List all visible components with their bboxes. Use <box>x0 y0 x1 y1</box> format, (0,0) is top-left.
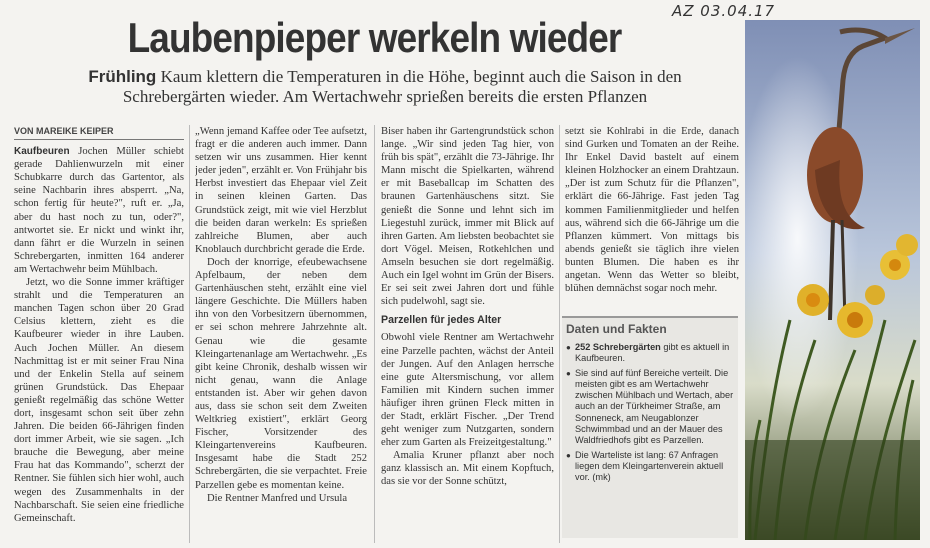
article-column-4 <box>565 125 739 310</box>
column-divider <box>189 125 190 543</box>
article-photo <box>745 20 920 540</box>
facts-box-title: Daten und Fakten <box>566 322 667 336</box>
facts-list-item <box>566 368 734 447</box>
article-paragraph: setzt sie Kohlrabi in die Erde, danach sind Gurken und Tomaten an der Reihe. Ihr Enkel David bastelt auf einem kleinen Holzhocker an einem Drahtzaun. „Der ist zum Schutz für die Pflanzen", erklärt die 66-Jährige. Fast jeden Tag kommen Familienmitglieder und helfen aus, während sich die 66-Jährige um die Pflanzen kümmert. Von mittags bis abends genießt sie täglich ihre vielen bunten Blumen. Die haben es ihr angetan. Wenn das Wetter so bleibt, blühen demnächst sogar noch mehr. <box>565 126 739 295</box>
facts-list-item <box>566 342 734 365</box>
facts-list <box>566 342 734 484</box>
article-column-3 <box>381 125 554 543</box>
handwritten-date-note: AZ 03.04.17 <box>672 2 776 20</box>
dateline: Kaufbeuren <box>14 146 70 158</box>
article-paragraph <box>14 145 184 276</box>
paragraph-text: Jochen Müller schiebt gerade Dahlienwurzeln mit einer Schubkarre durch das Gartentor, als seine Nachbarin ihres absperrt. „Na, schon fertig für heute?", ruft er. „Ja, aber du hast noch zu tun, oder?", antwortet sie. Er nickt und winkt ihr, dann fährt er die Wurzeln in seinen Schrebergarten, inmitten 164 anderer am Wertachwehr beim Mühlbach. <box>14 146 184 275</box>
subheadline <box>40 67 730 107</box>
fact-text: Die Warteliste ist lang: 67 Anfragen liegen dem Kleingartenverein aktuell vor. (mk) <box>575 449 724 483</box>
article-column-1 <box>14 125 184 543</box>
bullet-icon: ● <box>566 450 571 460</box>
article-paragraph: Biser haben ihr Gartengrundstück schon lange. „Wir sind jeden Tag hier, von früh bis spät", erzählt die 73-Jährige. Ihr Mann mischt die Spielkarten, während er mit Baseballcap im Schatten des braunen Gartenhäuschens sitzt. Sie genießt die Sonne und lehnt sich im Liegestuhl zurück, immer mit Blick auf ihren Garten. Am liebsten beobachtet sie dort Vögel. Meisen, Rotkehlchen und Amseln besuchen sie dort regelmäßig. Auch ein Igel wohnt im Grün der Bisers. Er sei seit zwei Jahren dort und fühle sich pudelwohl, sagt sie. <box>381 126 554 308</box>
article-paragraph: Jetzt, wo die Sonne immer kräftiger strahlt und die Temperaturen an manchen Tagen schon über 20 Grad Celsius klettern, zieht es die Kaufbeurer wieder in ihre Lauben. Auch Jochen Müller. An diesem Nachmittag ist er mit seiner Frau Nina und der Enkelin Stella auf seinem grünen Grundstück. Das Ehepaar genießt regelmäßig das schöne Wetter dort, insgesamt schon seit über zehn Jahren. Die beiden 66-Jährigen finden dort immer Arbeit, wie sie sagen. „Ich brauche die Bewegung, aber meine Frau hat das Kommando", scherzt der Rentner. Sie fühlen sich hier wohl, auch wegen des Zusammenhalts in der Nachbarschaft. Sie seien eine friedliche Gemeinschaft. <box>14 277 184 524</box>
section-subheading: Parzellen für jedes Alter <box>381 314 502 327</box>
article-paragraph: Die Rentner Manfred und Ursula <box>207 492 348 504</box>
column-divider <box>559 125 560 543</box>
fact-text: Sie sind auf fünf Bereiche verteilt. Die meisten gibt es am Wertachwehr zwischen Mühlbach und Wertach, aber auch an der Türkheimer Straße, am Sonneneck, am Neugablonzer Schwimmbad und an der Mauer des Waldfriedhofs gibt es Parzellen. <box>575 367 734 446</box>
facts-box <box>562 316 738 538</box>
column-divider <box>374 125 375 543</box>
article-paragraph: Obwohl viele Rentner am Wertachwehr eine Parzelle pachten, wächst der Anteil der Jungen. Auf den Anlagen herrsche eine gute Altersmischung, vor allem Familien mit Kindern suchen immer häufiger ihren grünen Fleck mitten in der Stadt, erklärt Fischer. „Der Trend geht weniger zum Nutzgarten, sondern eher zum Garten als Freizeitgestaltung." <box>381 332 554 449</box>
fact-highlight: 252 Schrebergärten <box>575 342 661 352</box>
fact-text: gibt es aktuell in Kaufbeuren. <box>575 342 730 364</box>
byline: VON MAREIKE KEIPER <box>14 125 184 140</box>
article-paragraph: „Wenn jemand Kaffee oder Tee aufsetzt, fragt er die anderen auch immer. Dann setzen wir uns zusammen. Hier kennt jeder jeden", erzählt er. Von Frühjahr bis Herbst investiert das Ehepaar viel Zeit in seinen kleinen Garten. Das Grundstück zeigt, mit wie viel Herzblut die beiden daran werkeln: Es sprießen zahlreiche Blumen, aber auch Knoblauch durchbricht gerade die Erde. <box>195 126 367 255</box>
article-paragraph: Amalia Kruner pflanzt aber noch ganz klassisch an. Mit einem Kopftuch, das sie vor der Sonne schützt, <box>381 450 554 488</box>
facts-list-item <box>566 450 734 484</box>
subheadline-text: Kaum klettern die Temperaturen in die Höhe, beginnt auch die Saison in den Schrebergärten wieder. Am Wertachwehr sprießen bereits die ersten Pflanzen <box>122 67 682 106</box>
heron-daffodils-photo <box>745 20 920 540</box>
article-column-2 <box>195 125 367 543</box>
headline: Laubenpieper werkeln wieder <box>127 14 622 61</box>
subheadline-kicker: Frühling <box>88 67 157 86</box>
article-paragraph: Doch der knorrige, efeubewachsene Apfelbaum, der neben dem Gartenhäuschen steht, erzählt eine viel längere Geschichte. Die Müllers haben ihn von den Vorbesitzern übernommen, er sei schon mehrere Jahrzehnte alt. Genau wie die gesamte Kleingartenanlage am Wertachwehr. „Es gibt keine Chronik, deshalb wissen wir nicht genau, wann die Anlage entstanden ist. Aber wir gehen davon aus, dass sie schon seit dem Zweiten Weltkrieg existiert", erklärt Georg Fischer, Vorsitzender des Kleingartenvereins Kaufbeuren. Insgesamt habe die Stadt 252 Schrebergärten, die sie verpachtet. Freie Parzellen gebe es momentan keine. <box>195 256 367 491</box>
bullet-icon: ● <box>566 343 571 352</box>
bullet-icon: ● <box>566 368 571 378</box>
